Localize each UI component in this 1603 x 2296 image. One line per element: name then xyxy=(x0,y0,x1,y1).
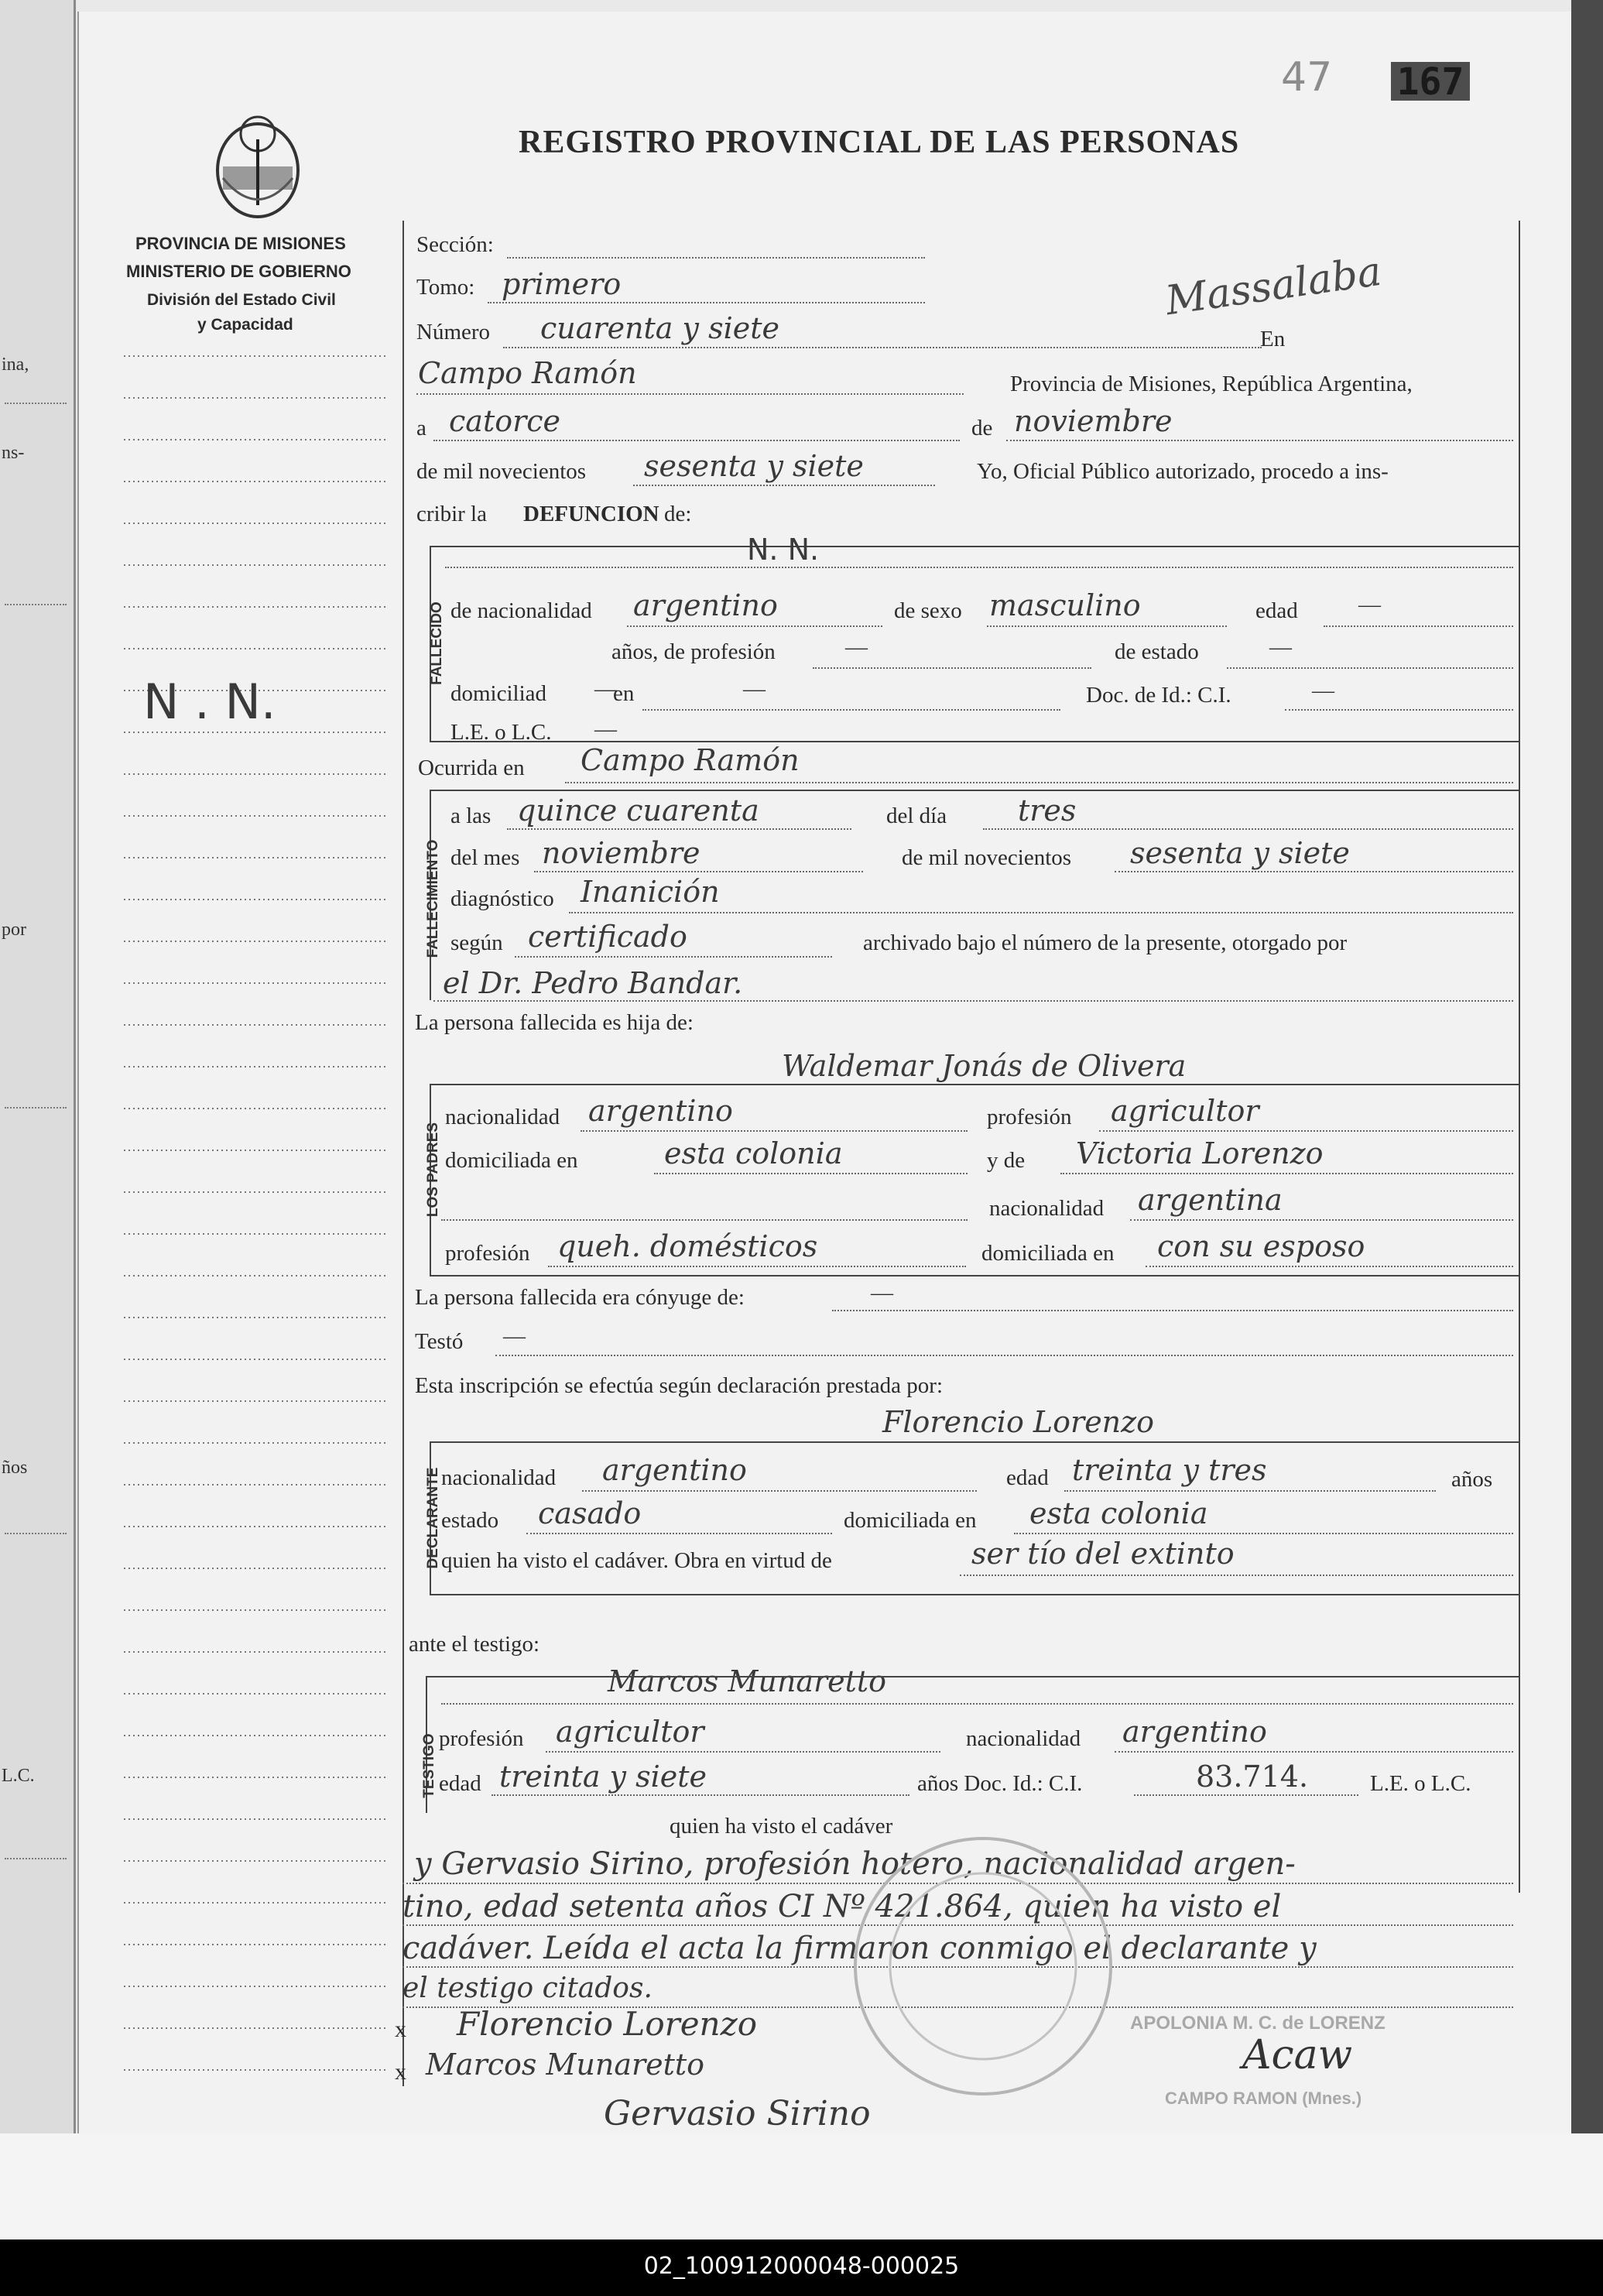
lugar-line xyxy=(416,393,964,395)
declarante-nombre: Florencio Lorenzo xyxy=(882,1405,1155,1439)
fallecido-nombre-line xyxy=(445,567,1513,568)
ocurrida-line xyxy=(565,782,1513,783)
defuncion-label: DEFUNCION xyxy=(523,502,659,526)
top-signature: Massalaba xyxy=(1163,248,1385,325)
sexo-line xyxy=(987,625,1227,627)
coat-of-arms-icon xyxy=(207,105,308,221)
padres-blank-line xyxy=(441,1219,968,1221)
anio-fallecimiento-value: sesenta y siete xyxy=(1130,836,1350,870)
seccion-line xyxy=(507,257,925,259)
left-page-fragment: ina, xyxy=(2,355,29,375)
padre-profesion-line xyxy=(1099,1130,1513,1132)
le-value: — xyxy=(594,717,617,742)
left-page-rule xyxy=(5,1107,67,1109)
left-page-rule xyxy=(5,403,67,404)
testigo-nombre: Marcos Munaretto xyxy=(608,1664,887,1698)
padre-nacionalidad-line xyxy=(581,1130,968,1132)
testigo-nacionalidad-value: argentino xyxy=(1122,1715,1267,1749)
segun-value: certificado xyxy=(528,920,687,954)
padre-nacionalidad-label: nacionalidad xyxy=(445,1105,560,1129)
testigo-nacionalidad-label: nacionalidad xyxy=(966,1726,1081,1751)
testigo-profesion-value: agricultor xyxy=(556,1715,704,1749)
oficial-text: Yo, Oficial Público autorizado, procedo a ins- xyxy=(977,459,1389,484)
testigo-section-label: TESTIGO xyxy=(421,1733,437,1798)
official-signature: Acaw xyxy=(1242,2032,1353,2078)
doc-line xyxy=(1285,709,1513,711)
padres-intro: La persona fallecida es hija de: xyxy=(415,1010,694,1035)
madre-nacionalidad-line xyxy=(1130,1219,1513,1221)
margin-dotted-lines xyxy=(124,348,395,2090)
signature-mark-2: x xyxy=(395,2059,406,2085)
madre-domicilio-line xyxy=(1146,1266,1513,1267)
mes-fallecimiento-line xyxy=(534,871,863,872)
signature-mark-1: x xyxy=(395,2017,406,2042)
padre-nombre: Waldemar Jonás de Olivera xyxy=(782,1049,1187,1083)
left-page-rule xyxy=(5,1858,67,1859)
edad-label: edad xyxy=(1255,598,1298,623)
dia-value: catorce xyxy=(449,404,561,438)
left-page-fragment: L.C. xyxy=(2,1766,35,1786)
profesion-value: — xyxy=(845,635,868,660)
issuer-province: PROVINCIA DE MISIONES xyxy=(135,234,346,253)
left-page-rule xyxy=(5,1533,67,1534)
tomo-label: Tomo: xyxy=(416,275,475,300)
testigo-ci-value: 83.714. xyxy=(1196,1760,1309,1794)
note-line-1: y Gervasio Sirino, profesión hotero, nacionalidad argen- xyxy=(414,1846,1296,1882)
testigo-nacionalidad-line xyxy=(1115,1751,1513,1753)
testigo-profesion-line xyxy=(546,1751,940,1753)
domicilio-line xyxy=(642,709,1060,711)
defuncion-de: de: xyxy=(664,502,692,526)
note-line-3: cadáver. Leída el acta la firmaron conmigo el declarante y xyxy=(402,1931,1317,1966)
official-stamp-place: CAMPO RAMON (Mnes.) xyxy=(1165,2089,1362,2108)
madre-domicilio-value: con su esposo xyxy=(1157,1229,1365,1263)
declarante-edad-value: treinta y tres xyxy=(1072,1453,1267,1487)
testigo-intro: ante el testigo: xyxy=(409,1632,540,1657)
le-label: L.E. o L.C. xyxy=(450,720,552,745)
edad-line xyxy=(1324,625,1513,627)
profesion-line xyxy=(813,667,1091,669)
numero-value: cuarenta y siete xyxy=(540,311,779,345)
testigo-edad-value: treinta y siete xyxy=(499,1760,707,1794)
estado-label: de estado xyxy=(1115,639,1199,664)
signature-third-witness: Gervasio Sirino xyxy=(604,2094,871,2133)
sexo-value: masculino xyxy=(989,588,1141,622)
declarante-domicilio-line xyxy=(1014,1533,1513,1534)
declarante-edad-label: edad xyxy=(1006,1465,1049,1490)
mes-label: del mes xyxy=(450,845,520,870)
testo-label: Testó xyxy=(415,1329,464,1354)
left-page-rule xyxy=(5,604,67,605)
doc-value: — xyxy=(1312,678,1334,703)
inscribir-text: cribir la xyxy=(416,502,487,526)
en-label: En xyxy=(1260,327,1286,351)
lugar-value: Campo Ramón xyxy=(418,356,637,390)
declarante-intro: Esta inscripción se efectúa según declaración prestada por: xyxy=(415,1373,944,1398)
segun-label: según xyxy=(450,930,503,955)
y-de-label: y de xyxy=(987,1148,1026,1173)
testigo-ci-line xyxy=(1134,1794,1358,1796)
left-page-fragment: ns- xyxy=(2,443,25,463)
declarante-anios-label: años xyxy=(1451,1467,1493,1492)
form-right-border xyxy=(1519,221,1520,1893)
anio-fallecimiento-label: de mil novecientos xyxy=(902,845,1072,870)
issuer-ministry: MINISTERIO DE GOBIERNO xyxy=(126,262,351,281)
madre-nombre: Victoria Lorenzo xyxy=(1076,1136,1324,1170)
testigo-visto-text: quien ha visto el cadáver xyxy=(670,1814,893,1839)
archivado-text: archivado bajo el número de la presente, otorgado por xyxy=(863,930,1348,955)
madre-nacionalidad-label: nacionalidad xyxy=(989,1196,1105,1221)
testigo-le-label: L.E. o L.C. xyxy=(1370,1771,1471,1796)
mes-line xyxy=(1006,440,1513,441)
folio-pencil-number: 47 xyxy=(1281,54,1333,101)
en-label-fallecido: en xyxy=(613,681,635,706)
anio-line xyxy=(633,485,935,486)
dia-line xyxy=(433,440,960,441)
declarante-domicilio-value: esta colonia xyxy=(1029,1496,1208,1530)
edad-value: — xyxy=(1358,592,1381,617)
testigo-profesion-label: profesión xyxy=(439,1726,524,1751)
book-edge xyxy=(1571,0,1603,2133)
testigo-edad-line xyxy=(492,1794,909,1796)
mes-value: noviembre xyxy=(1014,404,1173,438)
madre-profesion-label: profesión xyxy=(445,1241,530,1266)
note-line-4: el testigo citados. xyxy=(402,1972,653,2004)
segun-line xyxy=(515,956,832,958)
padre-profesion-label: profesión xyxy=(987,1105,1072,1129)
official-stamp-name: APOLONIA M. C. de LORENZ xyxy=(1130,2013,1385,2034)
padres-section-label: LOS PADRES xyxy=(425,1122,441,1218)
nacionalidad-line xyxy=(627,625,882,627)
declarante-nacionalidad-label: nacionalidad xyxy=(441,1465,557,1490)
declarante-estado-value: casado xyxy=(538,1496,642,1530)
medico-line xyxy=(433,1000,1513,1002)
conyuge-value: — xyxy=(871,1280,893,1305)
hora-line xyxy=(507,828,851,830)
nacionalidad-value: argentino xyxy=(633,588,778,622)
en-value-fallecido: — xyxy=(743,677,766,701)
madre-profesion-value: queh. domésticos xyxy=(557,1229,818,1263)
testigo-edad-label: edad xyxy=(439,1771,481,1796)
nacionalidad-label: de nacionalidad xyxy=(450,598,592,623)
page-title: REGISTRO PROVINCIAL DE LAS PERSONAS xyxy=(519,125,1240,160)
declarante-estado-line xyxy=(526,1533,832,1534)
madre-nombre-line xyxy=(1060,1173,1513,1174)
domicilio-value: — xyxy=(594,677,617,701)
doc-label: Doc. de Id.: C.I. xyxy=(1086,683,1231,708)
signature-declarante: Florencio Lorenzo xyxy=(457,2005,758,2043)
note-line-2: tino, edad setenta años CI Nº 421.864, quien ha visto el xyxy=(402,1889,1282,1924)
madre-profesion-line xyxy=(548,1266,966,1267)
padre-domicilio-label: domiciliada en xyxy=(445,1148,578,1173)
de-label: de xyxy=(971,416,993,440)
declarante-nacionalidad-line xyxy=(582,1490,977,1492)
dia-fallecimiento-line xyxy=(983,828,1513,830)
madre-domicilio-label: domiciliada en xyxy=(981,1241,1115,1266)
fallecido-section-label: FALLECIDO xyxy=(429,601,445,685)
ocurrida-value: Campo Ramón xyxy=(581,743,800,777)
declarante-nacionalidad-value: argentino xyxy=(602,1453,747,1487)
diagnostico-label: diagnóstico xyxy=(450,886,554,911)
fallecido-section xyxy=(430,546,1519,742)
hora-value: quince cuarenta xyxy=(517,793,759,828)
declarante-virtud-line xyxy=(960,1575,1513,1576)
margin-name-note: N . N. xyxy=(143,673,276,730)
left-page-fragment: ños xyxy=(2,1458,28,1478)
hora-label: a las xyxy=(450,804,492,828)
estado-value: — xyxy=(1269,635,1292,660)
conyuge-line xyxy=(832,1310,1513,1311)
left-page-fragment: por xyxy=(2,920,26,940)
dia-label: del día xyxy=(886,804,947,828)
domiciliado-label: domiciliad xyxy=(450,681,547,706)
fallecido-nombre: N. N. xyxy=(747,533,820,567)
declarante-domicilio-label: domiciliada en xyxy=(844,1508,977,1533)
official-seal xyxy=(820,1827,1146,2106)
padre-profesion-value: agricultor xyxy=(1111,1094,1259,1128)
padre-domicilio-line xyxy=(654,1173,968,1174)
ocurrida-label: Ocurrida en xyxy=(418,756,525,780)
padre-domicilio-value: esta colonia xyxy=(664,1136,843,1170)
issuer-capacidad: y Capacidad xyxy=(197,316,293,334)
conyuge-label: La persona fallecida era cónyuge de: xyxy=(415,1285,745,1310)
diagnostico-value: Inanición xyxy=(581,875,720,909)
declarante-estado-label: estado xyxy=(441,1508,499,1533)
signature-testigo: Marcos Munaretto xyxy=(426,2048,705,2082)
declarante-visto-text: quien ha visto el cadáver. Obra en virtud de xyxy=(441,1548,832,1573)
medico-value: el Dr. Pedro Bandar. xyxy=(443,966,743,1000)
left-page-edge xyxy=(0,0,76,2133)
anio-value: sesenta y siete xyxy=(644,449,864,483)
folio-number: 167 xyxy=(1396,60,1464,104)
mil-novecientos-label: de mil novecientos xyxy=(416,459,587,484)
issuer-division: División del Estado Civil xyxy=(147,291,336,309)
seccion-label: Sección: xyxy=(416,232,494,257)
fallecimiento-section-label: FALLECIMIENTO xyxy=(425,839,441,958)
declarante-virtud-value: ser tío del extinto xyxy=(971,1537,1235,1571)
padre-nacionalidad-value: argentino xyxy=(588,1094,733,1128)
testo-line xyxy=(495,1355,1513,1356)
testo-value: — xyxy=(503,1324,526,1348)
declarante-edad-line xyxy=(1064,1490,1436,1492)
form-left-border xyxy=(402,221,404,2086)
testigo-anios-doc-label: años Doc. Id.: C.I. xyxy=(917,1771,1083,1796)
numero-label: Número xyxy=(416,320,491,344)
madre-nacionalidad-value: argentina xyxy=(1138,1183,1283,1217)
a-label: a xyxy=(416,416,426,440)
estado-line xyxy=(1227,667,1513,669)
dia-fallecimiento-value: tres xyxy=(1018,793,1077,828)
provincia-text: Provincia de Misiones, República Argentina, xyxy=(1010,372,1413,396)
tomo-value: primero xyxy=(502,267,622,301)
diagnostico-line xyxy=(569,912,1513,913)
sexo-label: de sexo xyxy=(894,598,962,623)
anio-fallecimiento-line xyxy=(1115,871,1513,872)
anios-profesion-label: años, de profesión xyxy=(611,639,776,664)
declarante-section-label: DECLARANTE xyxy=(425,1467,441,1569)
numero-line xyxy=(503,347,1262,348)
mes-fallecimiento-value: noviembre xyxy=(542,836,700,870)
scan-id-code: 02_100912000048-000025 xyxy=(643,2253,960,2280)
tomo-line xyxy=(488,302,925,303)
